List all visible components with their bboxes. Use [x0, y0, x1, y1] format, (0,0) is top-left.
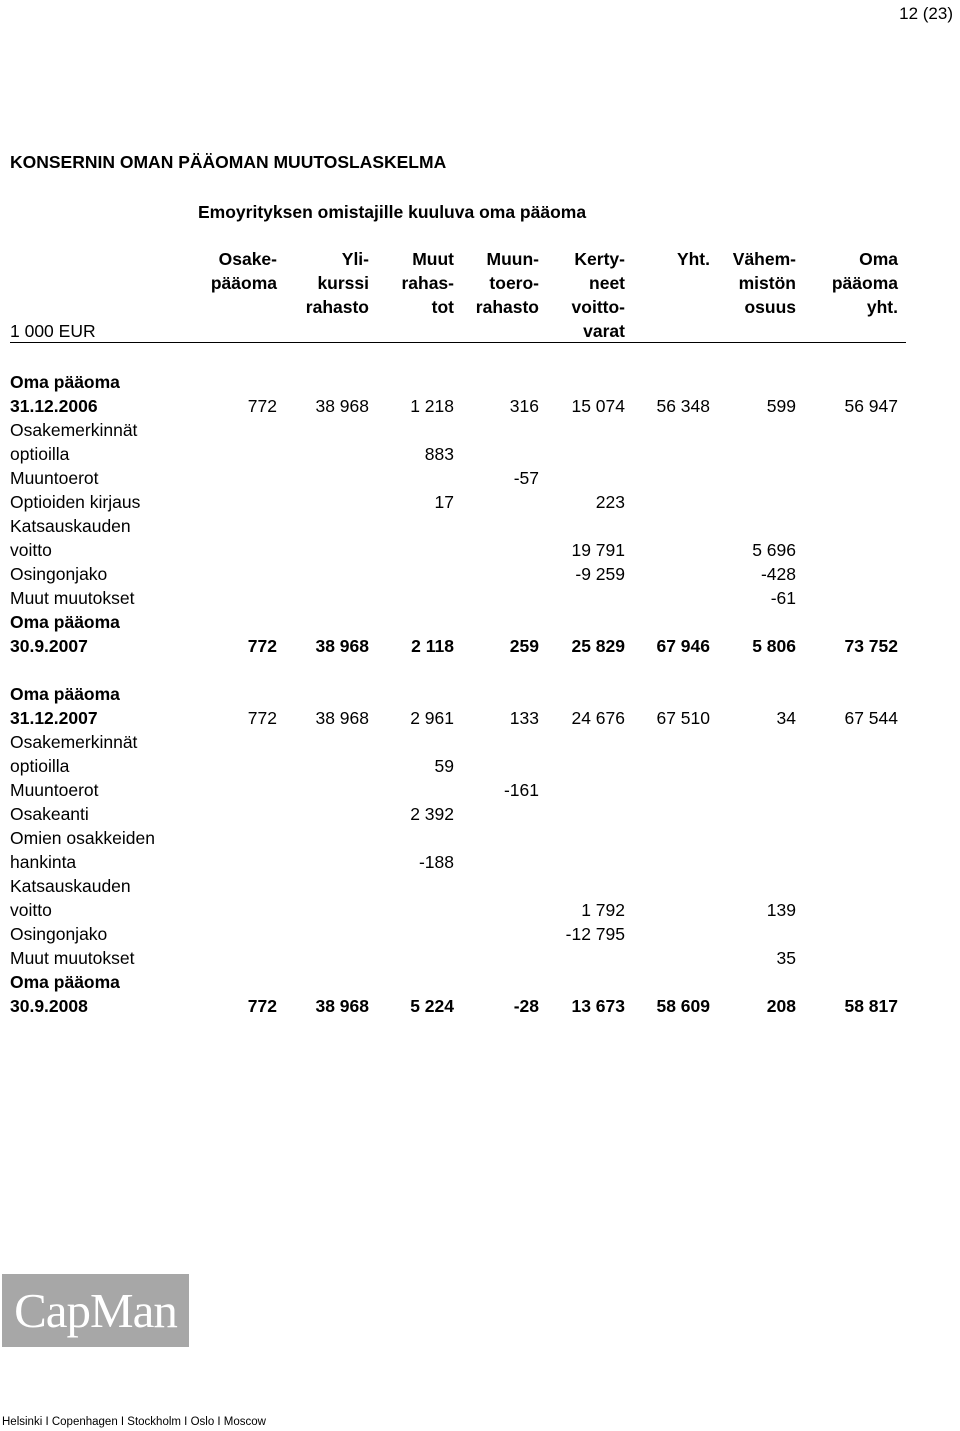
col-header-other-reserves: rahas-: [401, 273, 454, 293]
cell-retained-earnings: -9 259: [575, 564, 625, 584]
capman-logo: [2, 1274, 189, 1347]
cell-share-capital: 772: [247, 636, 277, 656]
page-number: 12 (23): [899, 4, 953, 23]
cell-share-capital: 772: [247, 996, 277, 1016]
row-label: Osingonjako: [10, 564, 108, 584]
col-header-retained-earnings: Kerty-: [574, 249, 625, 269]
cell-total-equity: 58 817: [844, 996, 898, 1016]
table-row: [0, 802, 960, 826]
table-row: [0, 994, 960, 1018]
group-header: Emoyrityksen omistajille kuuluva oma pääoma: [198, 202, 587, 222]
cell-other-reserves: 883: [424, 444, 454, 464]
col-header-total-equity: Oma: [859, 249, 898, 269]
table-row: [0, 394, 960, 418]
col-header-share-premium: Yli-: [341, 249, 369, 269]
row-label: Oma pääoma: [10, 684, 120, 704]
logo-text: CapMan: [14, 1283, 177, 1338]
row-label: Oma pääoma: [10, 372, 120, 392]
col-header-retained-earnings: neet: [589, 273, 625, 293]
table-row: [0, 754, 960, 778]
cell-total: 67 946: [656, 636, 710, 656]
table-row: [0, 658, 960, 682]
col-header-minority-interest: mistön: [738, 273, 796, 293]
cell-share-premium: 38 968: [315, 636, 369, 656]
row-label: Muut muutokset: [10, 948, 135, 968]
cell-minority-interest: -61: [770, 588, 796, 608]
cell-minority-interest: 208: [766, 996, 796, 1016]
row-label: 31.12.2007: [10, 708, 98, 728]
row-label: Muut muutokset: [10, 588, 135, 608]
col-header-translation-differences: rahasto: [475, 297, 539, 317]
table-row: [0, 922, 960, 946]
cell-other-reserves: -188: [418, 852, 454, 872]
table-row: [0, 538, 960, 562]
cell-total-equity: 56 947: [844, 396, 898, 416]
table-row: [0, 874, 960, 898]
col-header-share-capital: pääoma: [210, 273, 277, 293]
cell-other-reserves: 5 224: [410, 996, 454, 1016]
cell-other-reserves: 2 118: [411, 636, 454, 656]
cell-other-reserves: 59: [434, 756, 454, 776]
row-label: hankinta: [10, 852, 77, 872]
row-label: Katsauskauden: [10, 876, 131, 896]
col-header-retained-earnings: varat: [583, 321, 625, 341]
row-label: Osakeanti: [10, 804, 89, 824]
cell-translation-differences: -161: [503, 780, 539, 800]
cell-share-capital: 772: [247, 396, 277, 416]
cell-total: 56 348: [656, 396, 710, 416]
col-header-share-capital: Osake-: [218, 249, 277, 269]
cell-translation-differences: 133: [509, 708, 539, 728]
row-label: optioilla: [10, 756, 70, 776]
cell-total-equity: 73 752: [844, 636, 898, 656]
col-header-retained-earnings: voitto-: [571, 297, 625, 317]
row-label: 30.9.2007: [10, 636, 88, 656]
cell-retained-earnings: 1 792: [581, 900, 625, 920]
cell-retained-earnings: 13 673: [571, 996, 625, 1016]
cell-other-reserves: 17: [434, 492, 454, 512]
cell-minority-interest: 34: [776, 708, 796, 728]
col-header-minority-interest: osuus: [744, 297, 796, 317]
row-label: 30.9.2008: [10, 996, 88, 1016]
cell-minority-interest: 5 696: [752, 540, 796, 560]
col-header-minority-interest: Vähem-: [732, 249, 796, 269]
cell-retained-earnings: 25 829: [571, 636, 625, 656]
table-row: [0, 514, 960, 538]
cell-retained-earnings: 24 676: [571, 708, 625, 728]
cell-total-equity: 67 544: [844, 708, 898, 728]
cell-share-premium: 38 968: [315, 996, 369, 1016]
cell-translation-differences: -57: [513, 468, 539, 488]
row-label: Katsauskauden: [10, 516, 131, 536]
table-row: [0, 706, 960, 730]
table-row: [0, 610, 960, 634]
table-row: [0, 850, 960, 874]
row-label: voitto: [10, 540, 52, 560]
table-row: [0, 634, 960, 658]
cell-share-capital: 772: [247, 708, 277, 728]
cell-translation-differences: 259: [509, 636, 539, 656]
cell-minority-interest: 35: [776, 948, 796, 968]
cell-other-reserves: 2 392: [410, 804, 454, 824]
table-row: [0, 826, 960, 850]
table-row: [0, 970, 960, 994]
row-label: 31.12.2006: [10, 396, 98, 416]
row-label: Omien osakkeiden: [10, 828, 155, 848]
row-label: Muuntoerot: [10, 468, 99, 488]
table-row: [0, 946, 960, 970]
cell-minority-interest: -428: [760, 564, 796, 584]
cell-other-reserves: 2 961: [410, 708, 454, 728]
row-label: Osingonjako: [10, 924, 108, 944]
cell-share-premium: 38 968: [315, 708, 369, 728]
cell-other-reserves: 1 218: [410, 396, 454, 416]
cell-translation-differences: -28: [513, 996, 539, 1016]
cell-minority-interest: 599: [766, 396, 796, 416]
table-row: [0, 442, 960, 466]
table-row: [0, 562, 960, 586]
col-header-total-equity: pääoma: [831, 273, 898, 293]
col-header-translation-differences: toero-: [489, 273, 539, 293]
table-row: [0, 418, 960, 442]
table-row: [0, 682, 960, 706]
cell-retained-earnings: -12 795: [565, 924, 625, 944]
col-header-share-premium: rahasto: [305, 297, 369, 317]
cell-retained-earnings: 19 791: [571, 540, 625, 560]
table-row: [0, 466, 960, 490]
col-header-other-reserves: Muut: [412, 249, 454, 269]
row-label: optioilla: [10, 444, 70, 464]
cell-total: 58 609: [656, 996, 710, 1016]
col-header-share-premium: kurssi: [317, 273, 369, 293]
table-row: [0, 730, 960, 754]
cell-minority-interest: 139: [766, 900, 796, 920]
page-title: KONSERNIN OMAN PÄÄOMAN MUUTOSLASKELMA: [10, 152, 447, 172]
cell-total: 67 510: [656, 708, 710, 728]
cell-minority-interest: 5 806: [752, 636, 796, 656]
table-row: [0, 586, 960, 610]
row-label: Oma pääoma: [10, 612, 120, 632]
row-label: Osakemerkinnät: [10, 420, 138, 440]
unit-label: 1 000 EUR: [10, 321, 96, 341]
cell-retained-earnings: 15 074: [571, 396, 625, 416]
row-label: voitto: [10, 900, 52, 920]
table-row: [0, 370, 960, 394]
table-row: [0, 898, 960, 922]
row-label: Muuntoerot: [10, 780, 99, 800]
header-divider: [10, 342, 906, 343]
row-label: Oma pääoma: [10, 972, 120, 992]
row-label: Optioiden kirjaus: [10, 492, 141, 512]
footer-locations: Helsinki I Copenhagen I Stockholm I Oslo I Moscow: [2, 1416, 266, 1428]
cell-share-premium: 38 968: [315, 396, 369, 416]
table-row: [0, 778, 960, 802]
col-header-total: Yht.: [676, 249, 710, 269]
col-header-other-reserves: tot: [431, 297, 454, 317]
row-label: Osakemerkinnät: [10, 732, 138, 752]
cell-translation-differences: 316: [509, 396, 539, 416]
cell-retained-earnings: 223: [595, 492, 625, 512]
col-header-total-equity: yht.: [866, 297, 898, 317]
table-row: [0, 490, 960, 514]
col-header-translation-differences: Muun-: [486, 249, 539, 269]
